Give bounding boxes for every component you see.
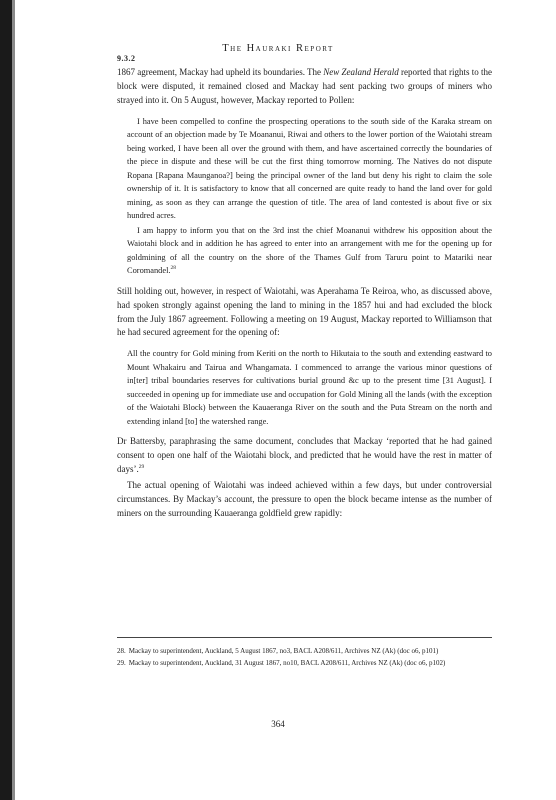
footnote-divider (117, 637, 492, 638)
footnote-28 (117, 646, 492, 657)
footnote-text: Mackay to superintendent, Auckland, 31 August 1867, no10, BACL A208/611, Archives NZ (Ak) (doc o6, p102) (128, 659, 446, 667)
block-quote-2-text: I am happy to inform you that on the 3rd inst the chief Moananui withdrew his opposition about the Waiotahi block and in addition he has agreed to enter into an arrangement with me for the opening up for goldmining of all the country on the shore of the Thames Gulf from Taruru point to Matariki near Coromandel. (127, 225, 492, 276)
footnotes (117, 646, 492, 670)
section-number: 9.3.2 (117, 54, 136, 63)
main-text (117, 66, 492, 528)
scan-page-edge (0, 0, 12, 800)
paragraph-4 (117, 479, 492, 521)
paragraph-3-text: Dr Battersby, paraphrasing the same document, concludes that Mackay ‘reported that he had gained consent to open one half of the Waiotahi block, and predicted that he would have the rest in matter of days’. (117, 436, 492, 475)
footnote-number: 28. (117, 647, 126, 655)
paragraph-4-text: The actual opening of Waiotahi was indeed achieved within a few days, but under controversial circumstances. By Mackay’s account, the pressure to open the block became intense as the number of miners on the surrounding Kauaeranga goldfield grew rapidly: (117, 480, 492, 518)
paragraph-2-text: Still holding out, however, in respect of Waiotahi, was Aperahama Te Reiroa, who, as discussed above, had spoken strongly against opening the land to mining in the 1857 hui and had excluded the block from the July 1867 agreement. Following a meeting on 19 August, Mackay reported to Williamson that he had secured agreement for the opening of: (117, 285, 492, 338)
block-quote-3-text: All the country for Gold mining from Keriti on the north to Hikutaia to the south and extending eastward to Mount Whakairu and Tairua and Whangamata. I commenced to arrange the various minor questions of in[ter] tribal boundaries reserves for cultivations burial ground &c up to the present time [31 August]. I succeeded in opening up for immediate use and occupation for Gold Mining all the lands (with the exception of the Waiotahi Block) between the Kauaeranga River on the south and the Puta Stream on the north and extending inland [to] the watershed range. (127, 349, 492, 426)
block-quote-1 (127, 115, 492, 223)
paragraph-1-text-b: reported that rights to the block were disputed, it remained closed and Mackay had sent packing two groups of miners who strayed into it. On 5 August, however, Mackay reported to Pollen: (117, 67, 493, 105)
paragraph-1-text-a: 1867 agreement, Mackay had upheld its boundaries. The (117, 67, 324, 77)
footnote-ref-28[interactable]: 28 (170, 265, 176, 272)
footnote-29 (117, 658, 492, 669)
footnote-ref-29[interactable]: 29 (138, 464, 145, 471)
block-quote-3 (127, 347, 492, 428)
footnote-number: 29. (117, 659, 126, 667)
running-head: The Hauraki Report (222, 43, 334, 54)
block-quote-1-text: I have been compelled to confine the prospecting operations to the south side of the Karaka stream on account of an objection made by Te Moananui, Riwai and others to the lower portion of the Waiotahi stream being worked, I have been all over the ground with them, and have ascertained correctly the boundaries of the piece in dispute and these will be cut the first thing tomorrow morning. The Natives do not dispute Ropana [Rapana Maunganoa?] being the principal owner of the land but deny his right to claim the sole ownership of it. It is satisfactory to know that all concerned are quite ready to hand the land over for gold mining, as soon as they can arrange the question of title. The area of land contested is about five or six hundred acres. (127, 116, 492, 221)
block-quote-2 (127, 224, 492, 278)
paragraph-1 (117, 66, 492, 108)
newspaper-title: New Zealand Herald (323, 67, 399, 77)
paragraph-2 (117, 285, 492, 341)
paragraph-3 (117, 435, 492, 477)
footnote-text: Mackay to superintendent, Auckland, 5 August 1867, no3, BACL A208/611, Archives NZ (Ak) (doc o6, p101) (128, 647, 439, 655)
scan-page-edge-shadow (12, 0, 15, 800)
page-number: 364 (271, 719, 285, 729)
